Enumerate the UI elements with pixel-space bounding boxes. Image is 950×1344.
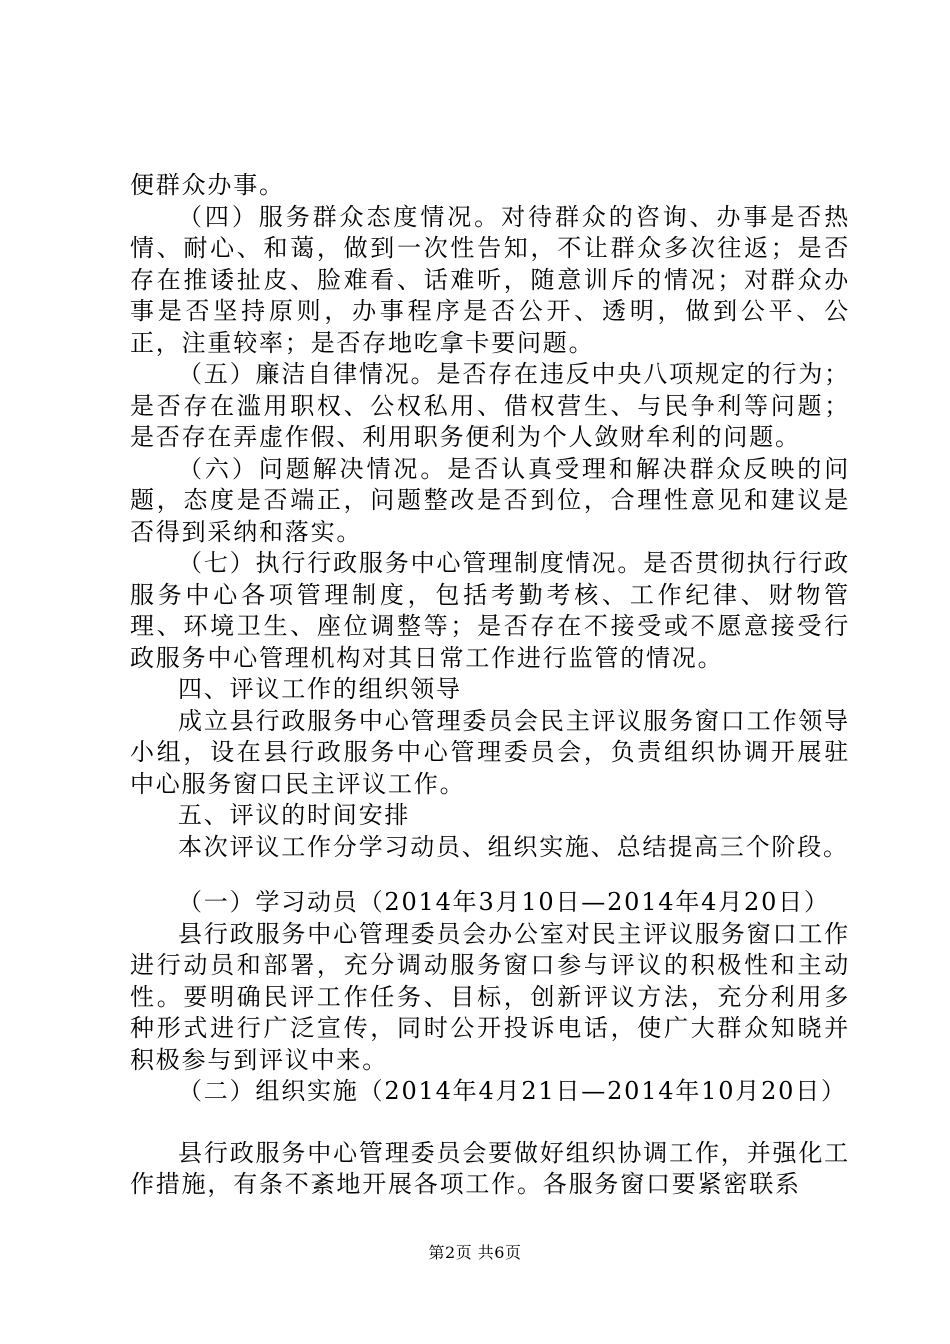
paragraph-leading-group: 成立县行政服务中心管理委员会民主评议服务窗口工作领导小组，设在县行政服务中心管理委员会，负责组织协调开展驻中心服务窗口民主评议工作。 [130, 706, 850, 798]
subheading-study-mobilization: （一）学习动员（2014年3月10日—2014年4月20日） [178, 888, 830, 916]
section-heading-organization: 四、评议工作的组织领导 [178, 675, 462, 703]
paragraph-continuation: 便群众办事。 [130, 171, 285, 199]
paragraph-service-attitude: （四）服务群众态度情况。对待群众的咨询、办事是否热情、耐心、和蔼，做到一次性告知，不让群众多次往返；是否存在推诿扯皮、脸难看、话难听，随意训斥的情况；对群众办事是否坚持原则，办事程序是否公开、透明，做到公平、公正，注重较率；是否存地吃拿卡要问题。 [130, 202, 850, 357]
paragraph-implementation: 县行政服务中心管理委员会要做好组织协调工作，并强化工作措施，有条不紊地开展各项工作。各服务窗口要紧密联系 [130, 1138, 850, 1198]
page-number: 第2页 共6页 [428, 1243, 522, 1262]
section-heading-schedule: 五、评议的时间安排 [178, 801, 411, 829]
paragraph-mobilization: 县行政服务中心管理委员会办公室对民主评议服务窗口工作进行动员和部署，充分调动服务窗口参与评议的积极性和主动性。要明确民评工作任务、目标，创新评议方法，充分利用多种形式进行广泛宣传，同时公开投诉电话，使广大群众知晓并积极参与到评议中来。 [130, 919, 850, 1074]
paragraph-three-stages: 本次评议工作分学习动员、组织实施、总结提高三个阶段。 [178, 832, 849, 861]
document-body [130, 170, 850, 1201]
subheading-implementation: （二）组织实施（2014年4月21日—2014年10月20日） [178, 1077, 847, 1105]
paragraph-management-rules: （七）执行行政服务中心管理制度情况。是否贯彻执行行政服务中心各项管理制度，包括考勤考核、工作纪律、财物管理、环境卫生、座位调整等；是否存在不接受或不愿意接受行政服务中心管理机构对其日常工作进行监管的情况。 [130, 549, 850, 672]
paragraph-integrity: （五）廉洁自律情况。是否存在违反中央八项规定的行为；是否存在滥用职权、公权私用、借权营生、与民争利等问题；是否存在弄虚作假、利用职务便利为个人敛财牟利的问题。 [130, 360, 850, 451]
paragraph-problem-solving: （六）问题解决情况。是否认真受理和解决群众反映的问题，态度是否端正，问题整改是否到位，合理性意见和建议是否得到采纳和落实。 [130, 454, 850, 546]
